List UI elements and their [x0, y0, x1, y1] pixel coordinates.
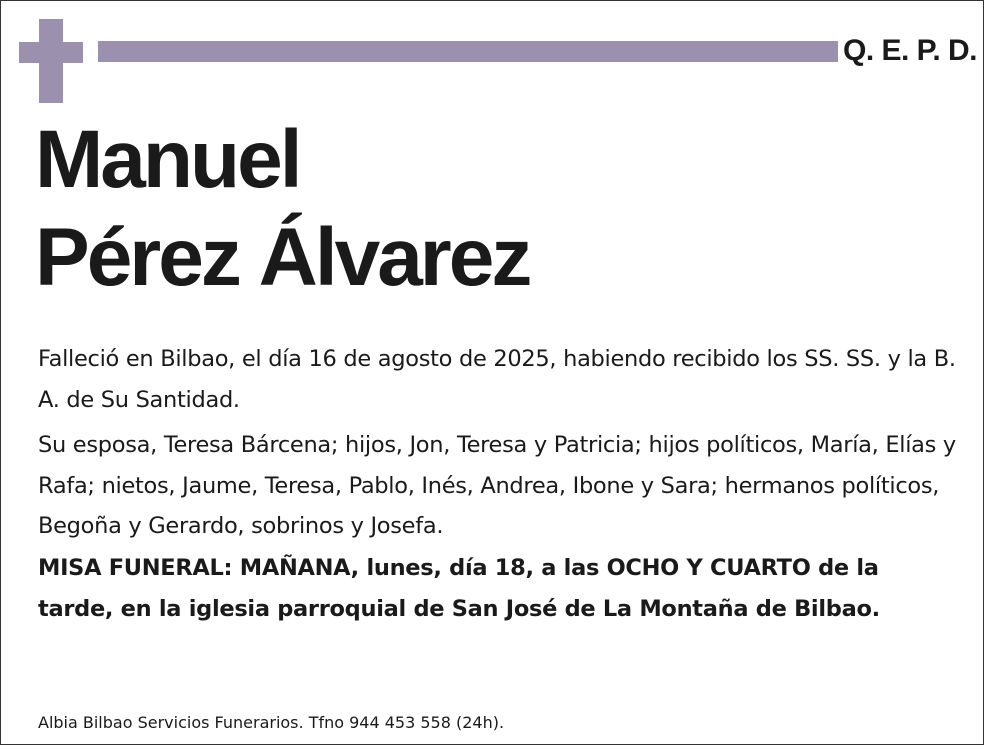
funeral-mass-notice: MISA FUNERAL: MAÑANA, lunes, día 18, a las OCHO Y CUARTO de la tarde, en la iglesia parroquial de San José de La Montaña de Bilbao.: [38, 555, 880, 622]
qepd-label: Q. E. P. D.: [843, 34, 977, 67]
deceased-first-name: Manuel: [35, 114, 300, 205]
death-notice: Falleció en Bilbao, el día 16 de agosto de 2025, habiendo recibido los SS. SS. y la B. A. de Su Santidad.: [38, 346, 956, 413]
funeral-home-contact: Albia Bilbao Servicios Funerarios. Tfno 944 453 558 (24h).: [38, 713, 505, 732]
header-rule: [98, 41, 838, 62]
family-list: Su esposa, Teresa Bárcena; hijos, Jon, Teresa y Patricia; hijos políticos, María, Elías y Rafa; nietos, Jaume, Teresa, Pablo, Inés, Andrea, Ibone y Sara; hermanos políticos, Begoña y Gerardo, sobrinos y Josefa.: [38, 432, 956, 539]
cross-icon-bar: [19, 42, 83, 63]
deceased-surnames: Pérez Álvarez: [35, 212, 530, 303]
